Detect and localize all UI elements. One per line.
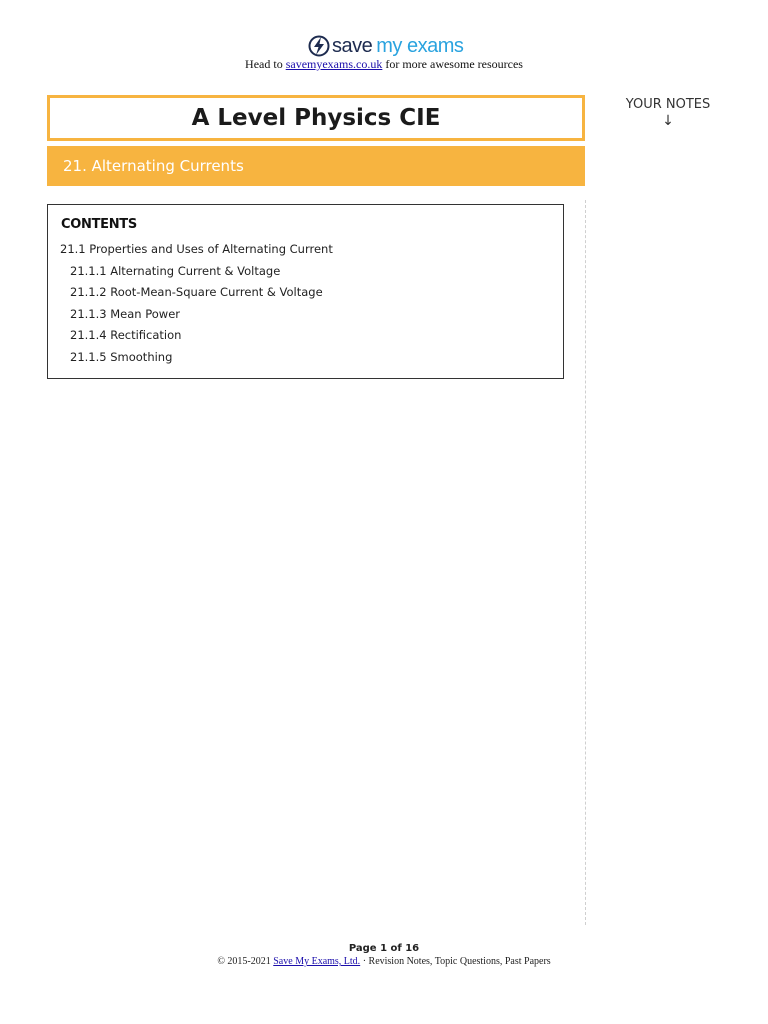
contents-box — [47, 204, 564, 379]
page-number: Page 1 of 16 — [348, 943, 420, 954]
toc-item[interactable]: 21.1.3 Mean Power — [70, 306, 180, 321]
your-notes-text: YOUR NOTES — [625, 97, 711, 112]
copyright-text: © 2015-2021 — [217, 956, 274, 967]
arrow-down-icon: ↓ — [662, 113, 674, 129]
chapter-title: 21. Alternating Currents — [63, 157, 244, 175]
promo-prefix: Head to — [245, 57, 286, 71]
lightning-bolt-icon — [308, 34, 330, 58]
footer-tagline: · Revision Notes, Topic Questions, Past Papers — [360, 956, 551, 967]
logo — [308, 33, 463, 59]
notes-divider — [585, 200, 586, 925]
document-title: A Level Physics CIE — [191, 105, 441, 131]
toc-item[interactable]: 21.1.5 Smoothing — [70, 349, 173, 364]
header-promo-line — [0, 57, 768, 72]
toc-item[interactable]: 21.1.1 Alternating Current & Voltage — [70, 263, 281, 278]
logo-text-save: save — [332, 34, 373, 57]
toc-list — [60, 241, 333, 370]
company-link[interactable]: Save My Exams, Ltd. — [273, 956, 361, 967]
logo-text-myexams: my exams — [376, 34, 464, 57]
your-notes-label — [614, 97, 722, 129]
savemyexams-link[interactable]: savemyexams.co.uk — [285, 57, 383, 71]
toc-item[interactable]: 21.1.2 Root-Mean-Square Current & Voltage — [70, 285, 323, 299]
toc-item[interactable]: 21.1.4 Rectification — [70, 328, 182, 342]
document-title-box — [47, 95, 585, 141]
promo-suffix: for more awesome resources — [382, 57, 523, 71]
toc-item[interactable]: 21.1 Properties and Uses of Alternating Current — [60, 242, 333, 256]
footer-line — [0, 956, 768, 967]
chapter-banner — [47, 146, 585, 186]
contents-heading: CONTENTS — [61, 217, 137, 232]
